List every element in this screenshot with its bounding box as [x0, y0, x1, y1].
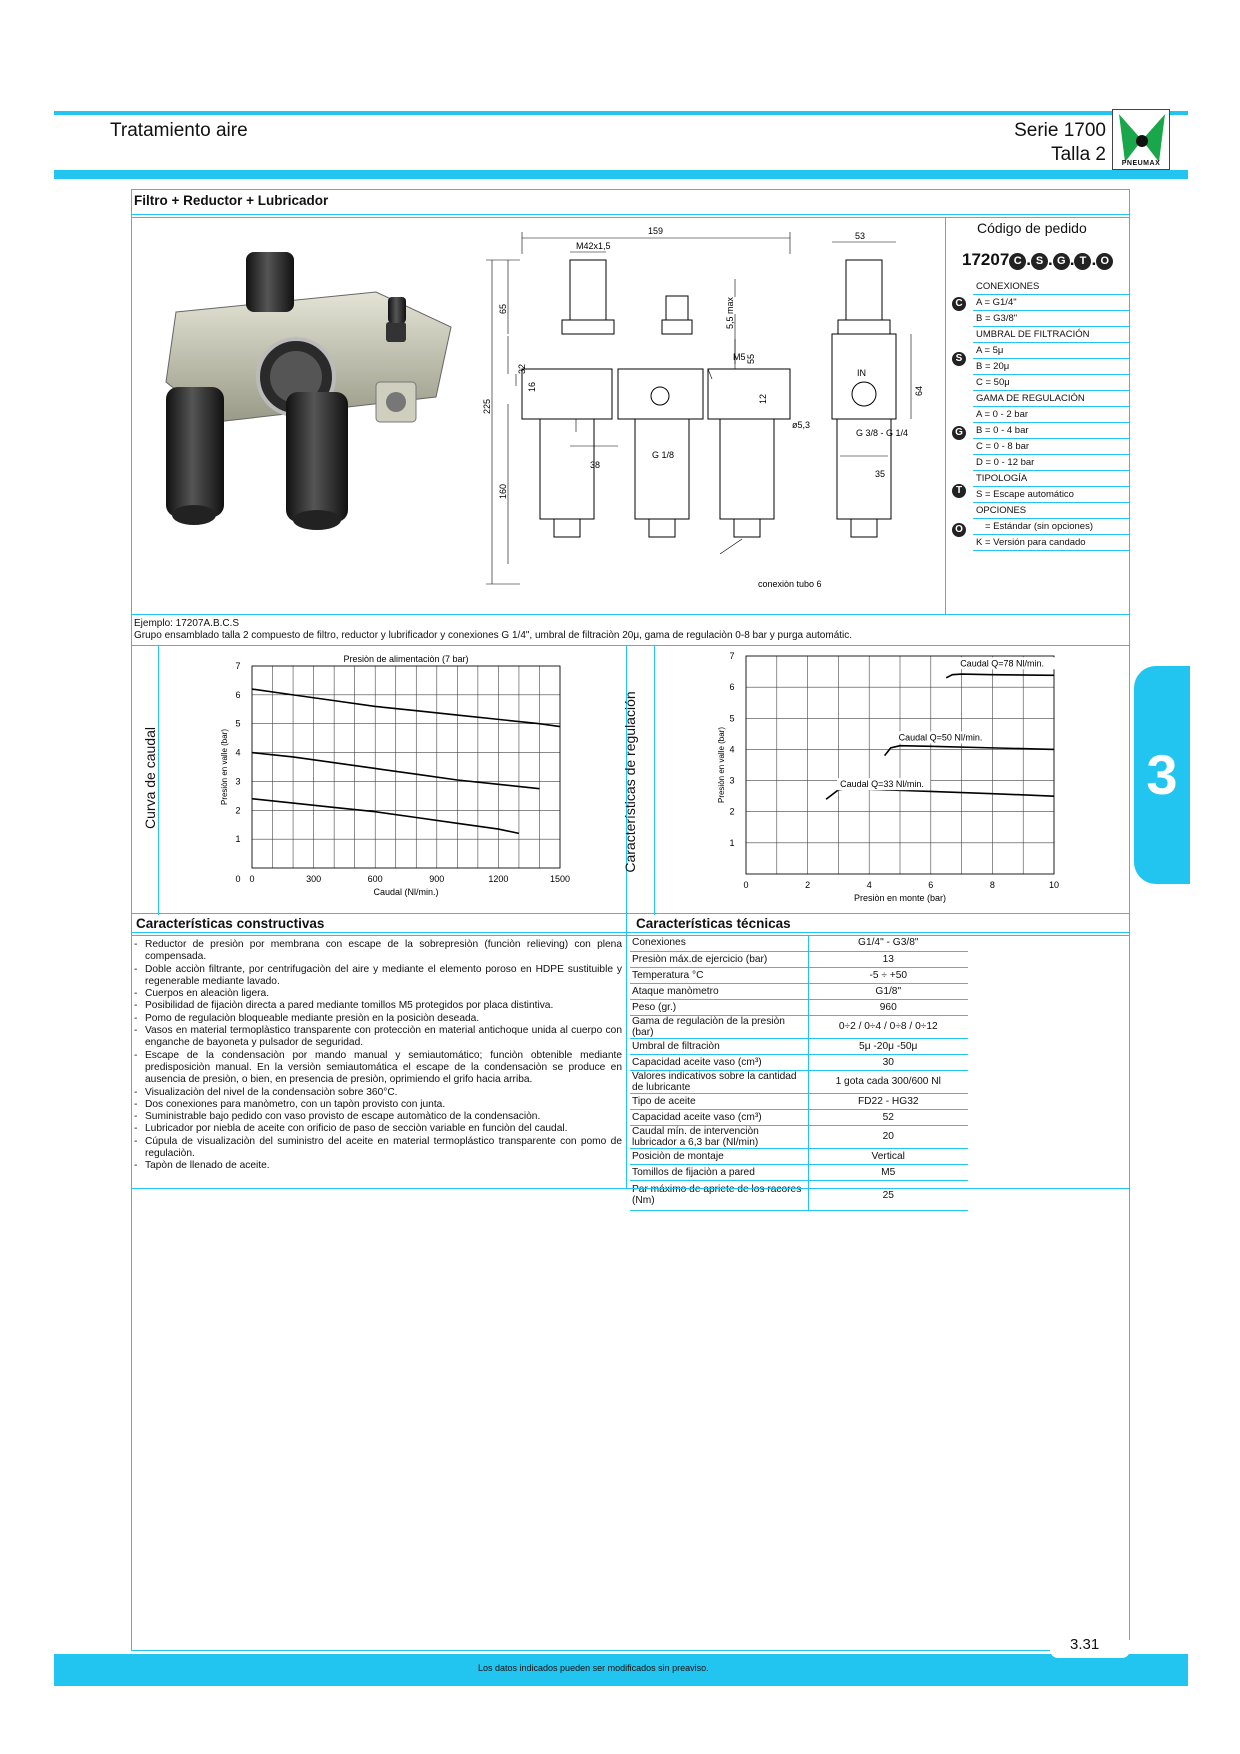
table-row: Gama de regulaciòn de la presiòn (bar) 0÷2 / 0÷4 / 0÷8 / 0÷12	[630, 1015, 968, 1038]
divider	[131, 1188, 1130, 1189]
divider	[654, 645, 655, 915]
dim-label: 5,5 max	[725, 296, 735, 329]
divider	[131, 645, 1130, 646]
divider	[131, 614, 1130, 615]
technical-drawing	[480, 224, 935, 594]
dim-label: 160	[498, 483, 508, 499]
list-item: - Cúpula de visualizaciòn del suministro del aceite en material termoplástico transparente con pomo de regulaciòn.	[134, 1136, 622, 1161]
option-heading: TIPOLOGÍA	[973, 471, 1130, 487]
dim-label: M5	[733, 352, 746, 362]
order-options	[973, 279, 1130, 551]
option-letter-g: G	[952, 426, 966, 440]
order-code: 17207 C . S . G . T . O	[962, 250, 1113, 270]
option-value: B = 20μ	[973, 359, 1130, 375]
list-item: - Pomo de regulaciòn bloqueable mediante presiòn en la posiciòn deseada.	[134, 1013, 622, 1025]
dim-label: 12	[758, 393, 768, 404]
dim-label: 38	[590, 460, 601, 470]
list-item: - Cuerpos en aleaciòn ligera.	[134, 988, 622, 1000]
order-code-heading: Código de pedido	[977, 220, 1087, 236]
regulation-chart	[656, 648, 1128, 912]
list-item: - Tapòn de llenado de aceite.	[134, 1160, 622, 1172]
list-item: - Doble acciòn filtrante, por centrifugaciòn del aire y mediante el elemento poroso en HDPE sustituible y regenerable mediante lavado.	[134, 964, 622, 989]
dim-label: 225	[482, 398, 492, 414]
code-letter-c: C	[1009, 253, 1026, 270]
y-tick-label: 5	[235, 718, 241, 729]
y-axis-label: Presiòn en valle (bar)	[220, 728, 229, 806]
table-row: Peso (gr.) 960	[630, 999, 968, 1015]
option-value: S = Escape automático	[973, 487, 1130, 503]
x-tick-label: 1500	[549, 874, 571, 884]
series-label: Caudal Q=78 Nl/min.	[960, 658, 1044, 669]
brand-logo	[1112, 109, 1170, 170]
y-tick-label: 2	[235, 805, 241, 816]
chart-title: Presiòn de alimentaciòn (7 bar)	[343, 654, 469, 664]
option-heading: OPCIONES	[973, 503, 1130, 519]
table-row: Tipo de aceite FD22 - HG32	[630, 1093, 968, 1109]
y-tick-label: 1	[729, 837, 735, 848]
dim-label: G 1/8	[652, 450, 675, 460]
code-letter-t: T	[1074, 253, 1091, 270]
constructive-heading: Características constructivas	[136, 916, 325, 931]
divider	[158, 645, 159, 915]
x-tick-label: 0	[249, 874, 255, 884]
x-tick-label: 2	[805, 880, 811, 890]
list-item: - Escape de la condensaciòn por mando manual y semiautomático; funciòn obtenible mediante predisposiciòn manual. En la versiòn semiautomática el escape de la condensaciòn se produce en ausencia de presiòn, o bien, en presencia de presiòn, oprimiendo el grifo hacia arriba.	[134, 1050, 622, 1087]
y-tick-label: 7	[729, 651, 735, 661]
constructive-list	[134, 939, 622, 1173]
list-item: - Visualizaciòn del nivel de la condensaciòn sobre 360°C.	[134, 1087, 622, 1099]
product-title: Filtro + Reductor + Lubricador	[134, 193, 329, 208]
x-tick-label: 6	[928, 880, 934, 890]
option-heading: UMBRAL DE FILTRACIÓN	[973, 327, 1130, 343]
divider	[131, 932, 1130, 933]
list-item: - Suministrable bajo pedido con vaso provisto de escape automàtico de la condensaciòn.	[134, 1111, 622, 1123]
table-row: Posiciòn de montaje Vertical	[630, 1148, 968, 1164]
option-value: D = 0 - 12 bar	[973, 455, 1130, 471]
technical-table-wrap	[630, 935, 968, 1211]
header-bottom-rule	[54, 170, 1188, 179]
example-description: Grupo ensamblado talla 2 compuesto de filtro, reductor y lubrificador y conexiones G 1/4", umbral de filtraciòn 20μ, gama de regulaciòn 0-8 bar y purga automátic.	[134, 630, 853, 641]
table-row: Ataque manòmetro G1/8"	[630, 983, 968, 999]
option-value: A = G1/4"	[973, 295, 1130, 311]
flow-curve-chart	[160, 648, 624, 912]
chapter-tab: 3	[1134, 666, 1190, 884]
series-label: Caudal Q=33 Nl/min.	[840, 779, 924, 790]
y-tick-label: 1	[235, 834, 241, 845]
table-row: Conexiones G1/4" - G3/8"	[630, 935, 968, 951]
y-tick-label: 6	[729, 682, 735, 693]
x-tick-label: 10	[1048, 880, 1060, 890]
order-code-prefix: 17207	[962, 250, 1010, 269]
option-letter-c: C	[952, 297, 966, 311]
option-value: B = 0 - 4 bar	[973, 423, 1130, 439]
table-row: Umbral de filtraciòn 5μ -20μ -50μ	[630, 1038, 968, 1054]
y-tick-label: 7	[235, 661, 241, 671]
code-letter-o: O	[1096, 253, 1113, 270]
dim-label: IN	[857, 368, 866, 378]
y-tick-label: 6	[235, 689, 241, 700]
y-tick-label: 4	[235, 747, 241, 758]
serie-label: Serie 1700	[1014, 120, 1106, 141]
option-heading: GAMA DE REGULACIÓN	[973, 391, 1130, 407]
list-item: - Lubricador por niebla de aceite con orificio de paso de secciòn variable en funciòn del caudal.	[134, 1123, 622, 1135]
table-row: Par máximo de apriete de los racores (Nm) 25	[630, 1180, 968, 1210]
table-row: Tomillos de fijaciòn a pared M5	[630, 1164, 968, 1180]
dim-label: 64	[914, 385, 924, 396]
option-letter-t: T	[952, 484, 966, 498]
x-tick-label: 600	[367, 874, 383, 884]
technical-table	[630, 935, 968, 1211]
option-value: C = 50μ	[973, 375, 1130, 391]
brand-logo-text: PNEUMAX	[1121, 160, 1161, 167]
option-value: A = 0 - 2 bar	[973, 407, 1130, 423]
dim-label: 35	[875, 469, 886, 479]
table-row: Temperatura °C -5 ÷ +50	[630, 967, 968, 983]
example-code: Ejemplo: 17207A.B.C.S	[134, 618, 240, 629]
footer-note: Los datos indicados pueden ser modificados sin preaviso.	[478, 1663, 709, 1673]
y-tick-label: 3	[235, 776, 241, 787]
table-row: Capacidad aceite vaso (cm³) 52	[630, 1109, 968, 1125]
x-axis-label: Presiòn en monte (bar)	[853, 893, 947, 903]
dim-label: 65	[498, 303, 508, 314]
dim-label: G 3/8 - G 1/4	[856, 428, 909, 438]
chart1-section-label: Curva de caudal	[142, 727, 158, 829]
x-tick-label: 300	[306, 874, 322, 884]
x-tick-label: 8	[989, 880, 995, 890]
page-title: Tratamiento aire	[110, 120, 248, 141]
x-tick-label: 900	[429, 874, 445, 884]
dim-label: 55	[746, 353, 756, 364]
series-line	[946, 674, 1054, 678]
list-item: - Posibilidad de fijaciòn directa a pared mediante tomillos M5 protegidos por placa distintiva.	[134, 1000, 622, 1012]
y-axis-label: Presiòn en valle (bar)	[717, 726, 726, 804]
table-row: Capacidad aceite vaso (cm³) 30	[630, 1054, 968, 1070]
list-item: - Reductor de presiòn por membrana con escape de la sobrepresiòn (funciòn relieving) con plena compensada.	[134, 939, 622, 964]
option-value: = Estándar (sin opciones)	[973, 519, 1130, 535]
page-number: 3.31	[1070, 1636, 1100, 1653]
divider	[131, 214, 1130, 215]
dim-label: 53	[855, 231, 866, 241]
dim-label: ø5,3	[792, 420, 811, 430]
series-label: Caudal Q=50 Nl/min.	[898, 732, 983, 743]
option-letter-o: O	[952, 523, 966, 537]
dim-label: 32	[517, 363, 527, 374]
talla-label: Talla 2	[1051, 144, 1106, 165]
dim-label: conexiòn tubo 6	[758, 579, 822, 589]
dim-label: M42x1,5	[576, 241, 611, 251]
y-tick-label: 4	[729, 744, 735, 755]
code-letter-g: G	[1053, 253, 1070, 270]
header-top-rule	[54, 111, 1188, 115]
option-value: K = Versión para candado	[973, 535, 1130, 551]
table-row: Valores indicativos sobre la cantidad de lubricante 1 gota cada 300/600 Nl	[630, 1070, 968, 1093]
divider	[131, 913, 1130, 914]
x-tick-label: 1200	[488, 874, 509, 884]
product-photo	[136, 232, 476, 542]
y-tick-label: 2	[729, 806, 735, 817]
x-axis-label: Caudal (Nl/min.)	[373, 887, 439, 897]
table-row: Caudal mín. de intervenciòn lubricador a 6,3 bar (Nl/min) 20	[630, 1125, 968, 1148]
option-letter-s: S	[952, 352, 966, 366]
y-tick-label: 3	[729, 775, 735, 786]
series-line	[885, 746, 1054, 756]
y-tick-label: 0	[235, 874, 241, 884]
x-tick-label: 4	[866, 880, 872, 890]
code-letter-s: S	[1031, 253, 1048, 270]
list-item: - Dos conexiones para manòmetro, con un tapòn provisto con junta.	[134, 1099, 622, 1111]
dim-label: 16	[527, 381, 537, 392]
option-value: A = 5μ	[973, 343, 1130, 359]
list-item: - Vasos en material termoplàstico transparente con protecciòn en material antichoque unida al cuerpo con enganche de bayoneta y pulsador de seguridad.	[134, 1025, 622, 1050]
option-value: B = G3/8"	[973, 311, 1130, 327]
divider	[131, 217, 1130, 218]
chart2-section-label: Características de regulación	[622, 691, 638, 873]
y-tick-label: 5	[729, 713, 735, 724]
table-row: Presiòn máx.de ejercicio (bar) 13	[630, 951, 968, 967]
x-tick-label: 0	[743, 880, 749, 890]
option-heading: CONEXIONES	[973, 279, 1130, 295]
divider	[945, 217, 946, 614]
dim-label: 159	[648, 226, 664, 236]
option-value: C = 0 - 8 bar	[973, 439, 1130, 455]
technical-heading: Características técnicas	[636, 916, 791, 931]
series-line	[252, 799, 519, 834]
